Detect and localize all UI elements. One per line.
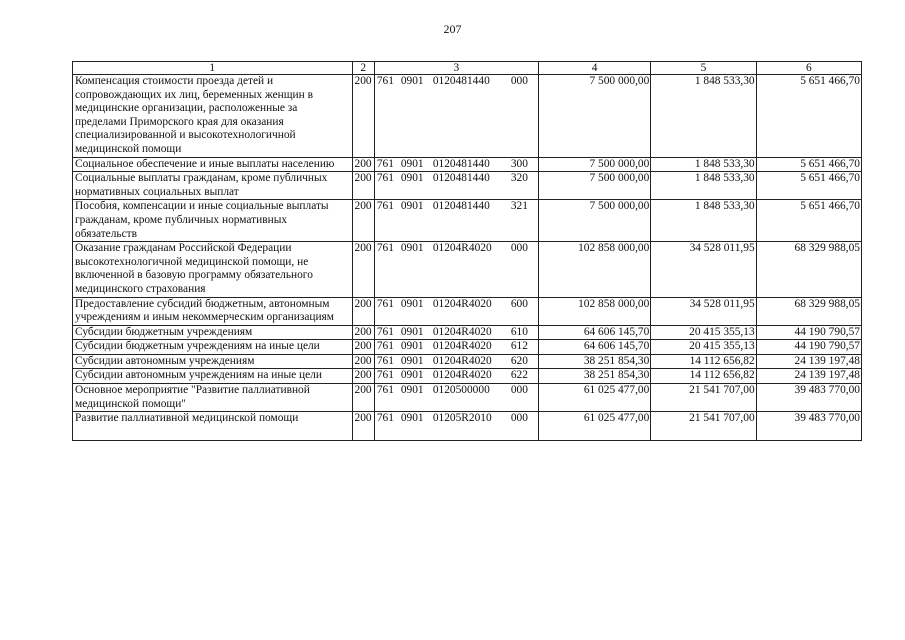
row-name-cell: Компенсация стоимости проезда детей и сопровождающих их лиц, беременных женщин в медицинские организации, расположенные за пределами Приморского края для оказания специализированной и высокотехнологичной медицинской помощи [73,75,353,158]
table-row [73,369,862,384]
row-code-column-2: 200 [352,297,374,325]
ministry-code: 761 [376,325,394,338]
row-value-col-5: 14 112 656,82 [651,369,756,384]
row-code-column-2: 200 [352,242,374,297]
row-name-cell: Пособия, компенсации и иные социальные выплаты гражданам, кроме публичных нормативных обязательств [73,200,353,242]
expense-type-code: 000 [510,242,528,255]
target-article-code: 01204R4020 [432,340,492,353]
expense-type-code: 600 [510,297,528,310]
ministry-code: 761 [376,297,394,310]
ministry-code: 761 [376,340,394,353]
section-code: 0901 [400,200,424,213]
header-cell-4: 4 [538,62,650,75]
target-article-code: 0120481440 [432,157,490,170]
header-cell-3: 3 [374,62,538,75]
row-value-col-6: 39 483 770,00 [756,412,861,441]
row-value-col-5: 21 541 707,00 [651,412,756,441]
section-code: 0901 [400,384,424,397]
header-cell-2: 2 [352,62,374,75]
row-value-col-5: 21 541 707,00 [651,384,756,412]
table-row [73,172,862,200]
table-row [73,157,862,172]
row-value-col-6: 68 329 988,05 [756,242,861,297]
row-value-col-4: 7 500 000,00 [538,75,650,158]
section-code: 0901 [400,242,424,255]
section-code: 0901 [400,354,424,367]
row-classification-codes [374,354,538,369]
target-article-code: 01205R2010 [432,412,492,425]
row-value-col-6: 5 651 466,70 [756,157,861,172]
table-row [73,75,862,158]
ministry-code: 761 [376,200,394,213]
target-article-code: 01204R4020 [432,325,492,338]
row-code-column-2: 200 [352,172,374,200]
row-value-col-6: 39 483 770,00 [756,384,861,412]
row-value-col-4: 61 025 477,00 [538,384,650,412]
expense-type-code: 300 [510,157,528,170]
page-number: 207 [443,22,462,36]
row-value-col-4: 64 606 145,70 [538,325,650,340]
row-value-col-5: 1 848 533,30 [651,157,756,172]
row-value-col-5: 1 848 533,30 [651,75,756,158]
row-value-col-5: 34 528 011,95 [651,297,756,325]
row-classification-codes [374,325,538,340]
row-code-column-2: 200 [352,75,374,158]
row-classification-codes [374,157,538,172]
row-value-col-4: 102 858 000,00 [538,242,650,297]
row-classification-codes [374,369,538,384]
row-code-column-2: 200 [352,200,374,242]
target-article-code: 0120500000 [432,384,490,397]
row-value-col-5: 1 848 533,30 [651,172,756,200]
row-value-col-4: 7 500 000,00 [538,172,650,200]
header-row [73,62,862,75]
row-name-cell: Субсидии бюджетным учреждениям [73,325,353,340]
row-name-cell: Социальное обеспечение и иные выплаты населению [73,157,353,172]
row-classification-codes [374,242,538,297]
section-code: 0901 [400,172,424,185]
row-classification-codes [374,200,538,242]
expense-type-code: 000 [510,384,528,397]
table-row [73,297,862,325]
row-name-cell: Основное мероприятие "Развитие паллиативной медицинской помощи" [73,384,353,412]
row-value-col-4: 7 500 000,00 [538,200,650,242]
expense-type-code: 620 [510,354,528,367]
row-value-col-4: 7 500 000,00 [538,157,650,172]
expense-type-code: 612 [510,340,528,353]
target-article-code: 01204R4020 [432,242,492,255]
row-value-col-4: 102 858 000,00 [538,297,650,325]
row-value-col-5: 34 528 011,95 [651,242,756,297]
row-value-col-6: 5 651 466,70 [756,75,861,158]
row-code-column-2: 200 [352,384,374,412]
row-name-cell: Субсидии бюджетным учреждениям на иные цели [73,340,353,355]
row-name-cell: Социальные выплаты гражданам, кроме публичных нормативных социальных выплат [73,172,353,200]
target-article-code: 01204R4020 [432,297,492,310]
ministry-code: 761 [376,157,394,170]
row-code-column-2: 200 [352,325,374,340]
expense-type-code: 610 [510,325,528,338]
section-code: 0901 [400,297,424,310]
row-value-col-6: 5 651 466,70 [756,172,861,200]
ministry-code: 761 [376,172,394,185]
section-code: 0901 [400,325,424,338]
ministry-code: 761 [376,384,394,397]
row-value-col-5: 1 848 533,30 [651,200,756,242]
row-code-column-2: 200 [352,369,374,384]
target-article-code: 01204R4020 [432,354,492,367]
table-row [73,354,862,369]
row-value-col-6: 24 139 197,48 [756,354,861,369]
row-name-cell: Развитие паллиативной медицинской помощи [73,412,353,441]
row-classification-codes [374,75,538,158]
table-row [73,200,862,242]
expense-type-code: 000 [510,75,528,87]
ministry-code: 761 [376,412,394,425]
row-value-col-6: 44 190 790,57 [756,325,861,340]
row-value-col-6: 68 329 988,05 [756,297,861,325]
row-classification-codes [374,297,538,325]
header-cell-1: 1 [73,62,353,75]
ministry-code: 761 [376,75,394,87]
row-value-col-5: 14 112 656,82 [651,354,756,369]
section-code: 0901 [400,340,424,353]
row-value-col-5: 20 415 355,13 [651,325,756,340]
row-value-col-4: 64 606 145,70 [538,340,650,355]
header-cell-6: 6 [756,62,861,75]
target-article-code: 01204R4020 [432,369,492,382]
table-row [73,325,862,340]
expense-type-code: 622 [510,369,528,382]
header-cell-5: 5 [651,62,756,75]
row-code-column-2: 200 [352,354,374,369]
ministry-code: 761 [376,354,394,367]
budget-table [72,61,862,441]
target-article-code: 0120481440 [432,200,490,213]
row-value-col-6: 44 190 790,57 [756,340,861,355]
row-code-column-2: 200 [352,157,374,172]
row-name-cell: Предоставление субсидий бюджетным, автономным учреждениям и иным некоммерческим организациям [73,297,353,325]
row-value-col-6: 5 651 466,70 [756,200,861,242]
target-article-code: 0120481440 [432,75,490,87]
table-row [73,412,862,441]
row-value-col-6: 24 139 197,48 [756,369,861,384]
row-name-cell: Субсидии автономным учреждениям на иные цели [73,369,353,384]
row-classification-codes [374,340,538,355]
row-code-column-2: 200 [352,412,374,441]
section-code: 0901 [400,412,424,425]
row-value-col-4: 61 025 477,00 [538,412,650,441]
row-value-col-4: 38 251 854,30 [538,369,650,384]
expense-type-code: 321 [510,200,528,213]
expense-type-code: 320 [510,172,528,185]
ministry-code: 761 [376,369,394,382]
row-classification-codes [374,412,538,441]
ministry-code: 761 [376,242,394,255]
section-code: 0901 [400,369,424,382]
row-name-cell: Субсидии автономным учреждениям [73,354,353,369]
expense-type-code: 000 [510,412,528,425]
row-name-cell: Оказание гражданам Российской Федерации высокотехнологичной медицинской помощи, не включенной в базовую программу обязательного медицинского страхования [73,242,353,297]
table-body [73,75,862,441]
table-row [73,340,862,355]
target-article-code: 0120481440 [432,172,490,185]
row-classification-codes [374,172,538,200]
section-code: 0901 [400,75,424,87]
table-row [73,384,862,412]
row-code-column-2: 200 [352,340,374,355]
row-value-col-4: 38 251 854,30 [538,354,650,369]
row-classification-codes [374,384,538,412]
table-row [73,242,862,297]
section-code: 0901 [400,157,424,170]
row-value-col-5: 20 415 355,13 [651,340,756,355]
